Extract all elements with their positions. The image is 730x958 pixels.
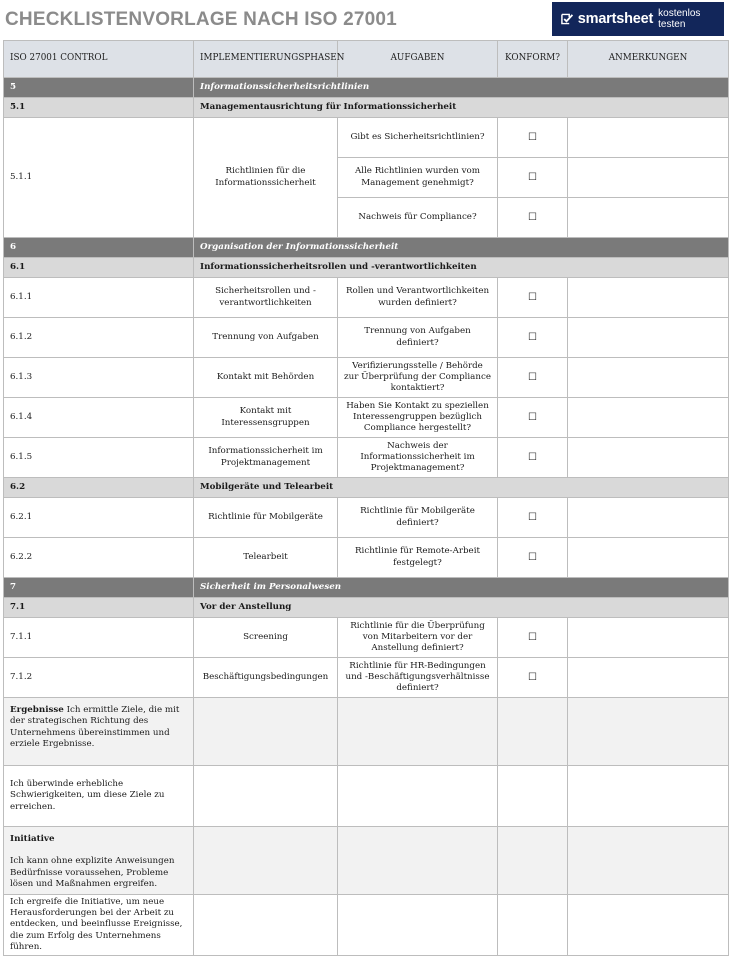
evaluation-heading: Ergebnisse [10, 705, 64, 715]
control-id: 6.2.2 [4, 538, 194, 578]
evaluation-cell[interactable] [338, 766, 498, 827]
control-id: 5.1.1 [4, 118, 194, 238]
section-number: 5 [4, 78, 194, 98]
task-cell: Rollen und Verantwortlichkeiten wurden definiert? [338, 278, 498, 318]
notes-cell[interactable] [568, 538, 729, 578]
table-row [4, 538, 729, 578]
subsection-label: Managementausrichtung für Informationssicherheit [194, 98, 729, 118]
control-id: 6.1.5 [4, 438, 194, 478]
compliant-checkbox[interactable]: ☐ [498, 498, 568, 538]
subsection-number: 6.1 [4, 258, 194, 278]
evaluation-cell[interactable] [194, 766, 338, 827]
col-header-tasks: AUFGABEN [338, 41, 498, 78]
task-cell: Haben Sie Kontakt zu speziellen Interessengruppen bezüglich Compliance hergestellt? [338, 398, 498, 438]
notes-cell[interactable] [568, 398, 729, 438]
subsection-number: 7.1 [4, 598, 194, 618]
notes-cell[interactable] [568, 438, 729, 478]
task-cell: Gibt es Sicherheitsrichtlinien? [338, 118, 498, 158]
notes-cell[interactable] [568, 158, 729, 198]
compliant-checkbox[interactable]: ☐ [498, 198, 568, 238]
compliant-checkbox[interactable]: ☐ [498, 318, 568, 358]
subsection-label: Informationssicherheitsrollen und -verantwortlichkeiten [194, 258, 729, 278]
table-row [4, 658, 729, 698]
compliant-checkbox[interactable]: ☐ [498, 358, 568, 398]
smartsheet-trial-button[interactable] [552, 2, 724, 36]
compliant-checkbox[interactable]: ☐ [498, 398, 568, 438]
col-header-compliant: KONFORM? [498, 41, 568, 78]
phase-cell: Richtlinien für die Informationssicherheit [194, 118, 338, 238]
section-number: 6 [4, 238, 194, 258]
section-number: 7 [4, 578, 194, 598]
evaluation-cell[interactable] [194, 895, 338, 956]
subsection-label: Mobilgeräte und Telearbeit [194, 478, 729, 498]
task-cell: Nachweis für Compliance? [338, 198, 498, 238]
table-row [4, 398, 729, 438]
subsection-row [4, 258, 729, 278]
control-id: 7.1.2 [4, 658, 194, 698]
evaluation-cell[interactable] [568, 698, 729, 766]
task-cell: Nachweis der Informationssicherheit im Projektmanagement? [338, 438, 498, 478]
phase-cell: Kontakt mit Interessensgruppen [194, 398, 338, 438]
table-row [4, 438, 729, 478]
notes-cell[interactable] [568, 498, 729, 538]
table-row [4, 618, 729, 658]
compliant-checkbox[interactable]: ☐ [498, 438, 568, 478]
evaluation-cell[interactable] [568, 766, 729, 827]
section-label: Sicherheit im Personalwesen [194, 578, 729, 598]
col-header-notes: ANMERKUNGEN [568, 41, 729, 78]
task-cell: Alle Richtlinien wurden vom Management genehmigt? [338, 158, 498, 198]
control-id: 7.1.1 [4, 618, 194, 658]
notes-cell[interactable] [568, 118, 729, 158]
compliant-checkbox[interactable]: ☐ [498, 538, 568, 578]
control-id: 6.1.3 [4, 358, 194, 398]
table-row [4, 118, 729, 158]
page-title: CHECKLISTENVORLAGE NACH ISO 27001 [5, 9, 397, 30]
task-cell: Richtlinie für Mobilgeräte definiert? [338, 498, 498, 538]
compliant-checkbox[interactable]: ☐ [498, 278, 568, 318]
notes-cell[interactable] [568, 358, 729, 398]
phase-cell: Richtlinie für Mobilgeräte [194, 498, 338, 538]
evaluation-cell[interactable] [498, 766, 568, 827]
task-cell: Trennung von Aufgaben definiert? [338, 318, 498, 358]
checklist-table [3, 40, 729, 956]
evaluation-cell[interactable] [568, 895, 729, 956]
control-id: 6.1.4 [4, 398, 194, 438]
table-row [4, 498, 729, 538]
evaluation-row [4, 698, 729, 766]
phase-cell: Informationssicherheit im Projektmanagement [194, 438, 338, 478]
evaluation-text: Initiative Ich kann ohne explizite Anweisungen Bedürfnisse voraussehen, Probleme lösen und Maßnahmen ergreifen. [4, 827, 194, 895]
section-label: Informationssicherheitsrichtlinien [194, 78, 729, 98]
notes-cell[interactable] [568, 198, 729, 238]
control-id: 6.1.1 [4, 278, 194, 318]
checkmark-icon [561, 12, 574, 26]
compliant-checkbox[interactable]: ☐ [498, 158, 568, 198]
control-id: 6.2.1 [4, 498, 194, 538]
evaluation-row [4, 895, 729, 956]
task-cell: Verifizierungsstelle / Behörde zur Überprüfung der Compliance kontaktiert? [338, 358, 498, 398]
evaluation-heading: Initiative [10, 834, 55, 844]
control-id: 6.1.2 [4, 318, 194, 358]
notes-cell[interactable] [568, 658, 729, 698]
compliant-checkbox[interactable]: ☐ [498, 658, 568, 698]
subsection-row [4, 98, 729, 118]
notes-cell[interactable] [568, 618, 729, 658]
subsection-number: 6.2 [4, 478, 194, 498]
table-header-row [4, 41, 729, 78]
phase-cell: Telearbeit [194, 538, 338, 578]
col-header-control: ISO 27001 CONTROL [4, 41, 194, 78]
subsection-row [4, 598, 729, 618]
task-cell: Richtlinie für die Überprüfung von Mitarbeitern vor der Anstellung definiert? [338, 618, 498, 658]
task-cell: Richtlinie für Remote-Arbeit festgelegt? [338, 538, 498, 578]
evaluation-cell[interactable] [498, 827, 568, 895]
logo-brand: smartsheet [577, 11, 654, 27]
section-row [4, 78, 729, 98]
evaluation-cell[interactable] [194, 698, 338, 766]
phase-cell: Sicherheitsrollen und -verantwortlichkeiten [194, 278, 338, 318]
task-cell: Richtlinie für HR-Bedingungen und -Beschäftigungsverhältnisse definiert? [338, 658, 498, 698]
section-label: Organisation der Informationssicherheit [194, 238, 729, 258]
phase-cell: Trennung von Aufgaben [194, 318, 338, 358]
section-row [4, 238, 729, 258]
evaluation-cell[interactable] [338, 698, 498, 766]
evaluation-text: Ich überwinde erhebliche Schwierigkeiten, um diese Ziele zu erreichen. [4, 766, 194, 827]
evaluation-cell[interactable] [568, 827, 729, 895]
col-header-phases: IMPLEMENTIERUNGSPHASEN [194, 41, 338, 78]
compliant-checkbox[interactable]: ☐ [498, 618, 568, 658]
phase-cell: Kontakt mit Behörden [194, 358, 338, 398]
phase-cell: Screening [194, 618, 338, 658]
evaluation-cell[interactable] [338, 827, 498, 895]
subsection-row [4, 478, 729, 498]
notes-cell[interactable] [568, 278, 729, 318]
subsection-number: 5.1 [4, 98, 194, 118]
subsection-label: Vor der Anstellung [194, 598, 729, 618]
evaluation-cell[interactable] [194, 827, 338, 895]
evaluation-cell[interactable] [498, 698, 568, 766]
table-row [4, 318, 729, 358]
page-header [0, 0, 730, 40]
phase-cell: Beschäftigungsbedingungen [194, 658, 338, 698]
section-row [4, 578, 729, 598]
evaluation-row [4, 766, 729, 827]
evaluation-row [4, 827, 729, 895]
notes-cell[interactable] [568, 318, 729, 358]
evaluation-text: Ich ergreife die Initiative, um neue Herausforderungen bei der Arbeit zu entdecken, und beeinflusse Ereignisse, die zum Erfolg des Unternehmens führen. [4, 895, 194, 956]
compliant-checkbox[interactable]: ☐ [498, 118, 568, 158]
evaluation-text: Ergebnisse Ich ermittle Ziele, die mit der strategischen Richtung des Unternehmens übereinstimmen und erziele Ergebnisse. [4, 698, 194, 766]
evaluation-cell[interactable] [498, 895, 568, 956]
logo-tagline: kostenlos testen [658, 8, 701, 30]
table-row [4, 358, 729, 398]
table-row [4, 278, 729, 318]
evaluation-cell[interactable] [338, 895, 498, 956]
